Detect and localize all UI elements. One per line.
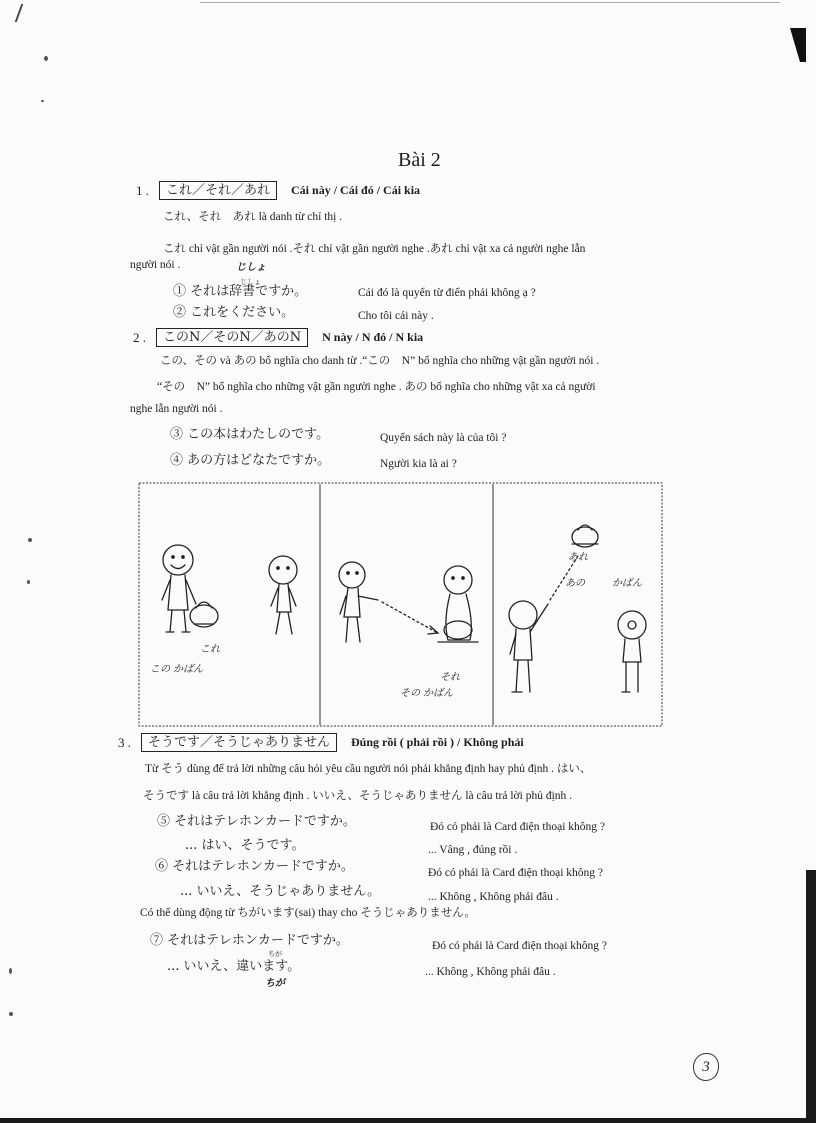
scan-dot bbox=[28, 538, 32, 542]
label-kaban: かばん bbox=[612, 578, 642, 589]
section-3-header bbox=[118, 733, 524, 752]
example-4-vietnamese: Người kia là ai ? bbox=[380, 458, 457, 470]
seated-figure bbox=[438, 566, 478, 642]
handwritten-furigana: ちが bbox=[265, 978, 285, 989]
example-6-japanese: ⑥ それはテレホンカードですか。 bbox=[155, 859, 354, 874]
scan-dot bbox=[44, 56, 48, 61]
section-number: 3 . bbox=[118, 734, 131, 750]
example-1-vietnamese: Cái đó là quyển từ điển phải không ạ ? bbox=[358, 287, 536, 299]
answer-7-japanese: ... いいえ、違います。 bbox=[167, 959, 301, 974]
example-1-japanese: ① それは辞書ですか。 bbox=[173, 284, 308, 299]
scan-bottom-edge bbox=[0, 1118, 816, 1123]
label-sore: それ bbox=[440, 672, 460, 683]
listener-figure bbox=[269, 556, 297, 634]
example-5-vietnamese: Đó có phải là Card điện thoại không ? bbox=[430, 821, 606, 833]
example-3-vietnamese: Quyển sách này là của tôi ? bbox=[380, 432, 507, 444]
section-2-paragraph-a: この、その và あの bổ nghĩa cho danh từ .“この N” bổ nghĩa cho những vật gần người nói . bbox=[160, 355, 600, 367]
scan-dot bbox=[9, 968, 12, 974]
answer-5-vietnamese: ... Vâng , đúng rồi . bbox=[428, 844, 518, 856]
example-7-japanese: ⑦ それはテレホンカードですか。 bbox=[150, 933, 349, 948]
handwritten-furigana: じしょ bbox=[236, 262, 266, 273]
scan-right-edge bbox=[806, 870, 816, 1123]
label-are: あれ bbox=[568, 552, 588, 563]
section-3-paragraph-b: そうです là câu trả lời khẳng định . いいえ、そうじゃありません là câu trả lời phủ định . bbox=[143, 790, 573, 802]
answer-6-vietnamese: ... Không , Không phải đâu . bbox=[428, 891, 559, 903]
arrowhead bbox=[428, 626, 438, 634]
listener-figure bbox=[618, 611, 646, 692]
section-heading: Cái này / Cái đó / Cái kia bbox=[291, 183, 421, 198]
section-1-header bbox=[136, 181, 420, 200]
bag-icon bbox=[190, 602, 218, 627]
section-keyword-box: このN／そのN／あのN bbox=[156, 328, 308, 347]
section-1-paragraph-a: これ chỉ vật gần người nói .それ chỉ vật gần người nghe .あれ chỉ vật xa cả người nghe lẫn bbox=[163, 243, 586, 255]
example-7-vietnamese: Đó có phải là Card điện thoại không ? bbox=[432, 940, 608, 952]
scan-corner-mark bbox=[15, 4, 38, 22]
example-2-vietnamese: Cho tôi cái này . bbox=[358, 310, 434, 322]
answer-5-japanese: ... はい、そうです。 bbox=[185, 838, 305, 853]
label-sono-kaban: その かばん bbox=[400, 688, 454, 699]
pointing-figure bbox=[339, 562, 378, 642]
section-1-line: これ、それ あれ là danh từ chỉ thị . bbox=[163, 211, 343, 223]
scan-dot bbox=[9, 1012, 13, 1016]
scan-dot bbox=[27, 580, 30, 584]
section-number: 2 . bbox=[133, 329, 146, 345]
far-bag-icon bbox=[572, 525, 598, 547]
label-ano: あの bbox=[565, 578, 585, 589]
section-heading: N này / N đó / N kia bbox=[322, 330, 424, 345]
page-number: 3 bbox=[693, 1053, 719, 1081]
scan-top-line bbox=[200, 2, 780, 3]
section-3-paragraph-a: Từ そう dùng để trả lời những câu hỏi yêu cầu người nói phải khẳng định hay phủ định . はい、 bbox=[145, 763, 592, 775]
section-3-note: Có thể dùng động từ ちがいます(sai) thay cho そうじゃありません。 bbox=[140, 907, 476, 919]
pointing-figure bbox=[509, 601, 548, 692]
pointing-arrow bbox=[382, 602, 436, 632]
answer-6-japanese: ... いいえ、そうじゃありません。 bbox=[180, 884, 381, 899]
label-kono-kaban: この かばん bbox=[150, 664, 204, 675]
example-3-japanese: ③ この本はわたしのです。 bbox=[170, 427, 330, 442]
section-keyword-box: そうです／そうじゃありません bbox=[141, 733, 337, 752]
section-keyword-box: これ／それ／あれ bbox=[159, 181, 277, 200]
furigana: じしょ bbox=[240, 278, 261, 286]
example-4-japanese: ④ あの方はどなたですか。 bbox=[170, 453, 331, 468]
scan-dot bbox=[41, 100, 44, 102]
answer-7-vietnamese: ... Không , Không phải đâu . bbox=[425, 966, 556, 978]
section-2-header bbox=[133, 328, 423, 347]
section-1-paragraph-b: người nói . bbox=[130, 259, 181, 271]
furigana: ちが bbox=[268, 950, 282, 958]
demonstrative-illustration bbox=[138, 482, 663, 727]
scan-corner-triangle bbox=[790, 28, 806, 62]
section-number: 1 . bbox=[136, 182, 149, 198]
section-heading: Đúng rồi ( phải rồi ) / Không phải bbox=[351, 735, 524, 750]
page-title: Bài 2 bbox=[398, 149, 441, 171]
section-2-paragraph-b: “その N” bổ nghĩa cho những vật gần người nghe . あの bổ nghĩa cho những vật xa cả người bbox=[157, 381, 596, 393]
example-5-japanese: ⑤ それはテレホンカードですか。 bbox=[157, 814, 356, 829]
section-2-paragraph-c: nghe lẫn người nói . bbox=[130, 403, 223, 415]
example-2-japanese: ② これをください。 bbox=[173, 305, 295, 320]
example-6-vietnamese: Đó có phải là Card điện thoại không ? bbox=[428, 867, 604, 879]
label-kore: これ bbox=[200, 644, 220, 655]
